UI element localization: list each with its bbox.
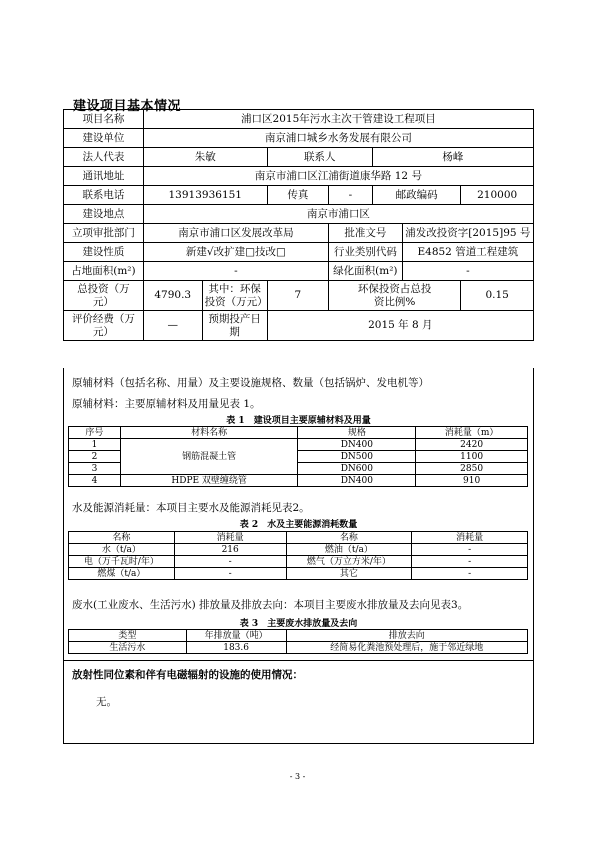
label-review-fee: [64, 311, 144, 341]
t1-header-qty: 消耗量（m）: [416, 427, 528, 439]
label-project-name: 项目名称: [64, 110, 144, 129]
value-industry: E4852 管道工程建筑: [402, 243, 533, 262]
t1-cell-spec: DN400: [298, 439, 416, 451]
t1-header-spec: 规格: [298, 427, 416, 439]
label-postcode: 邮政编码: [372, 186, 461, 205]
table2-caption: 表 2 水及主要能源消耗数量: [239, 520, 358, 530]
t3-cell: 183.6: [186, 642, 286, 654]
value-invest: 4790.3: [143, 281, 202, 311]
t2-cell: -: [412, 556, 528, 568]
table-row: [69, 642, 528, 654]
t1-cell-qty: 2850: [416, 463, 528, 475]
value-area: -: [143, 262, 328, 281]
t2-cell: 燃气（万立方米/年）: [286, 556, 412, 568]
t1-cell-no: 4: [69, 475, 121, 487]
wastewater-note: 废水(工业废水、生活污水) 排放量及排放去向：本项目主要废水排放量及去向见表3。: [72, 599, 469, 611]
label-invest-text: 总投资（万元）: [77, 282, 130, 308]
project-info-table: [63, 109, 534, 341]
label-review-fee-text: 评价经费（万元）: [71, 312, 135, 338]
label-address: 通讯地址: [64, 167, 144, 186]
t1-cell-material: HDPE 双壁缠绕管: [120, 475, 298, 487]
t1-cell-no: 2: [69, 451, 121, 463]
t1-header-no: 序号: [69, 427, 121, 439]
label-operation: 预期投产日期: [202, 311, 267, 341]
wastewater-table: [68, 629, 528, 654]
radiation-heading: 放射性同位素和伴有电磁辐射的设施的使用情况：: [72, 669, 303, 681]
table-row: [69, 568, 528, 580]
label-phone: 联系电话: [64, 186, 144, 205]
t2-cell: 燃油（t/a）: [286, 544, 412, 556]
t2-header-name: 名称: [286, 532, 412, 544]
section-heading: 建设项目基本情况: [73, 99, 182, 114]
label-approval-no: 批准文号: [329, 224, 403, 243]
radiation-value: 无。: [96, 696, 117, 708]
materials-intro: 原辅材料（包括名称、用量）及主要设施规格、数量（包括锅炉、发电机等）: [72, 377, 429, 389]
label-approval-dept: 立项审批部门: [64, 224, 144, 243]
value-review-fee: —: [143, 311, 202, 341]
value-approval-no: 浦发改投资字[2015]95 号: [402, 224, 533, 243]
label-invest: [64, 281, 144, 311]
value-env-invest: 7: [267, 281, 328, 311]
table-row: [69, 556, 528, 568]
t2-cell: 电（万千瓦时/年）: [69, 556, 175, 568]
value-fax: -: [329, 186, 373, 205]
value-env-ratio: 0.15: [461, 281, 534, 311]
value-site: 南京市浦口区: [143, 205, 533, 224]
t2-cell: 其它: [286, 568, 412, 580]
t1-cell-spec: DN500: [298, 451, 416, 463]
t1-cell-material: 钢筋混凝土管: [120, 439, 298, 475]
value-phone: 13913936151: [143, 186, 267, 205]
label-legal: 法人代表: [64, 148, 144, 167]
t1-cell-no: 3: [69, 463, 121, 475]
t1-cell-qty: 2420: [416, 439, 528, 451]
t1-cell-qty: 1100: [416, 451, 528, 463]
t3-cell: 经简易化粪池预处理后，施于邻近绿地: [286, 642, 527, 654]
label-industry: 行业类别代码: [329, 243, 403, 262]
value-legal: 朱敏: [143, 148, 267, 167]
label-env-ratio-text: 环保投资占总投资比例%: [357, 282, 432, 308]
table-row: [69, 475, 528, 487]
label-area: 占地面积(m²): [64, 262, 144, 281]
t3-cell: 生活污水: [69, 642, 187, 654]
t1-cell-qty: 910: [416, 475, 528, 487]
materials-note: 原辅材料：主要原辅材料及用量见表 1。: [72, 398, 261, 410]
water-energy-note: 水及能源消耗量：本项目主要水及能源消耗见表2。: [72, 502, 310, 514]
value-unit: 南京浦口城乡水务发展有限公司: [143, 129, 533, 148]
label-env-ratio: [329, 281, 461, 311]
label-nature: 建设性质: [64, 243, 144, 262]
page-number: - 3 -: [289, 772, 306, 781]
value-green: -: [402, 262, 533, 281]
t1-cell-spec: DN600: [298, 463, 416, 475]
t1-cell-no: 1: [69, 439, 121, 451]
table-row: [69, 439, 528, 451]
t2-header-qty: 消耗量: [412, 532, 528, 544]
t2-cell: -: [412, 544, 528, 556]
divider: [63, 660, 534, 661]
label-green: 绿化面积(m²): [329, 262, 403, 281]
t1-header-name: 材料名称: [120, 427, 298, 439]
table-row: [69, 544, 528, 556]
t2-header-qty: 消耗量: [174, 532, 286, 544]
t3-header-type: 类型: [69, 630, 187, 642]
value-contact: 杨峰: [372, 148, 533, 167]
label-site: 建设地点: [64, 205, 144, 224]
t2-cell: 燃煤（t/a）: [69, 568, 175, 580]
value-nature: 新建√改扩建□技改□: [143, 243, 328, 262]
energy-table: [68, 531, 528, 580]
t2-header-name: 名称: [69, 532, 175, 544]
label-unit: 建设单位: [64, 129, 144, 148]
value-project-name: 浦口区2015年污水主次干管建设工程项目: [143, 110, 533, 129]
t2-cell: -: [174, 568, 286, 580]
materials-table: [68, 426, 528, 487]
t2-cell: -: [412, 568, 528, 580]
value-postcode: 210000: [461, 186, 534, 205]
t1-cell-spec: DN400: [298, 475, 416, 487]
label-contact: 联系人: [267, 148, 372, 167]
t2-cell: 216: [174, 544, 286, 556]
table1-caption: 表 1 建设项目主要原辅材料及用量: [226, 416, 371, 426]
label-env-invest-text: 其中：环保投资（万元）: [204, 282, 268, 308]
value-address: 南京市浦口区江浦街道康华路 12 号: [143, 167, 533, 186]
value-operation: 2015 年 8 月: [267, 311, 533, 341]
label-fax: 传真: [267, 186, 328, 205]
label-env-invest: [202, 281, 267, 311]
value-approval-dept: 南京市浦口区发展改革局: [143, 224, 328, 243]
t2-cell: 水（t/a）: [69, 544, 175, 556]
table3-caption: 表 3 主要废水排放量及去向: [239, 619, 358, 629]
t2-cell: -: [174, 556, 286, 568]
t3-header-amount: 年排放量（吨）: [186, 630, 286, 642]
t3-header-dest: 排放去向: [286, 630, 527, 642]
